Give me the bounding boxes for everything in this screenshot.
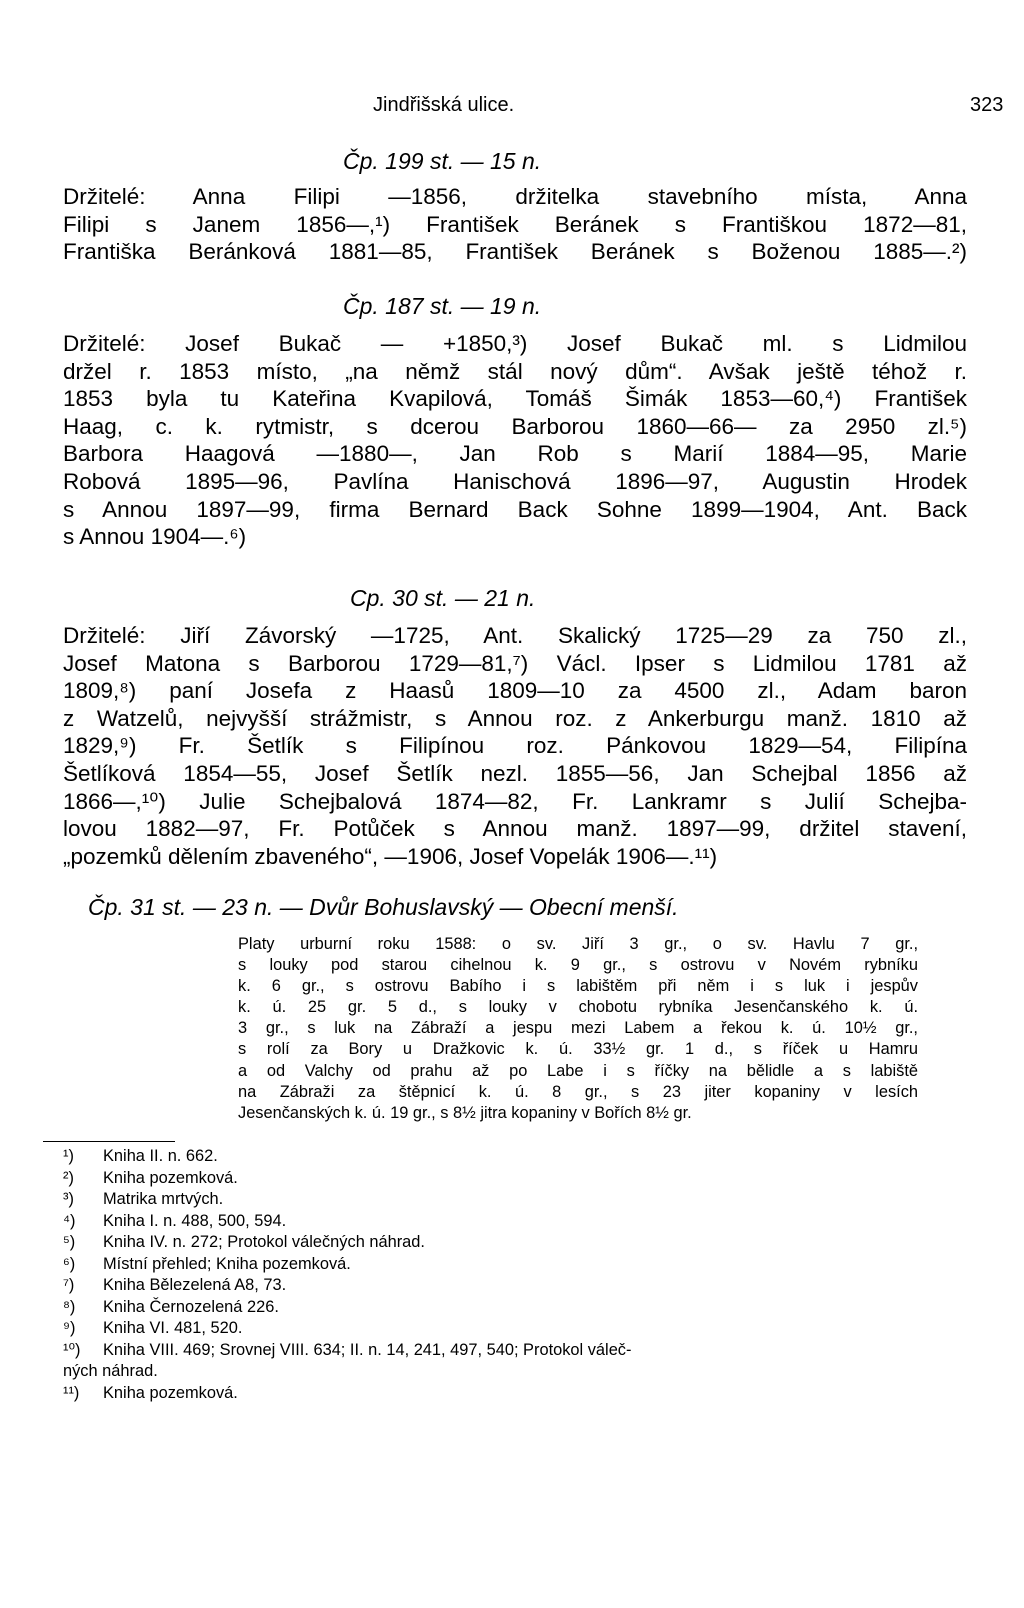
- footnote-text: Kniha I. n. 488, 500, 594.: [103, 1211, 287, 1230]
- text-line: a od Valchy od prahu až po Labe i s říčky na bělidle a s labiště: [238, 1061, 918, 1080]
- text-line: Barbora Haagová —1880—, Jan Rob s Marií 1884—95, Marie: [63, 441, 967, 467]
- footnote: [63, 1168, 893, 1190]
- text-line: Držitelé: Jiří Závorský —1725, Ant. Skalický 1725—29 za 750 zl.,: [63, 623, 967, 648]
- text-line: s Annou 1897—99, firma Bernard Back Sohne 1899—1904, Ant. Back: [63, 496, 967, 522]
- footnote-text: ných náhrad.: [63, 1362, 158, 1380]
- text-line: Šetlíková 1854—55, Josef Šetlík nezl. 1855—56, Jan Schejbal 1856 až: [63, 760, 967, 786]
- text-line: Držitelé: Josef Bukač — +1850,³) Josef Bukač ml. s Lidmilou: [63, 331, 967, 356]
- footnote: [63, 1189, 893, 1211]
- text-line: Držitelé: Anna Filipi —1856, držitelka stavebního místa, Anna: [63, 184, 967, 209]
- footnote-number: ⁶): [63, 1254, 76, 1273]
- text-line: lovou 1882—97, Fr. Potůček s Annou manž. 1897—99, držitel stavení,: [63, 816, 967, 842]
- footnote: [63, 1254, 893, 1276]
- text-line: Josef Matona s Barborou 1729—81,⁷) Václ. Ipser s Lidmilou 1781 až: [63, 650, 967, 676]
- text-line: Robová 1895—96, Pavlína Hanischová 1896—97, Augustin Hrodek: [63, 468, 967, 494]
- text-line: k. 6 gr., s ostrovu Babího i s labištěm při něm i s luk i jespův: [238, 977, 918, 996]
- section-heading-cp-30: Cp. 30 st. — 21 n.: [350, 585, 536, 611]
- footnote-number: ¹¹): [63, 1383, 80, 1402]
- footnote: [63, 1146, 893, 1168]
- text-line: 1829,⁹) Fr. Šetlík s Filipínou roz. Pánkovou 1829—54, Filipína: [63, 733, 967, 759]
- footnote-rule: [43, 1141, 175, 1142]
- text-line: „pozemků dělením zbaveného“, —1906, Josef Vopelák 1906—.¹¹): [63, 843, 718, 869]
- section-heading-cp-31: Čp. 31 st. — 23 n. — Dvůr Bohuslavský — Obecní menší.: [88, 894, 679, 920]
- footnote: [63, 1232, 893, 1254]
- section-body-cp-187: [63, 330, 967, 551]
- footnote-text: Kniha II. n. 662.: [103, 1147, 218, 1165]
- text-line: s rolí za Bory u Dražkovic k. ú. 33½ gr. 1 d., s říček u Hamru: [238, 1040, 918, 1059]
- footnote-number: ³): [63, 1190, 74, 1208]
- footnote-number: ⁹): [63, 1319, 76, 1337]
- footnote-text: Kniha VIII. 469; Srovnej VIII. 634; II. n. 14, 241, 497, 540; Protokol váleč-: [103, 1340, 632, 1359]
- text-line: 1853 byla tu Kateřina Kvapilová, Tomáš Šimák 1853—60,⁴) František: [63, 386, 967, 412]
- text-line: k. ú. 25 gr. 5 d., s louky v chobotu rybníka Jesenčanského k. ú.: [238, 998, 918, 1017]
- section-body-cp-31: [238, 934, 918, 1124]
- footnote: [63, 1275, 893, 1297]
- footnote-text: Matrika mrtvých.: [103, 1190, 224, 1208]
- footnote-text: Kniha pozemková.: [103, 1168, 238, 1187]
- footnote: [63, 1383, 893, 1405]
- text-line: s Annou 1904—.⁶): [63, 524, 247, 550]
- section-heading-cp-187: Čp. 187 st. — 19 n.: [343, 293, 542, 319]
- text-line: držel r. 1853 místo, „na němž stál nový dům“. Avšak ještě téhož r.: [63, 358, 967, 384]
- footnote-text: Kniha IV. n. 272; Protokol válečných náhrad.: [103, 1233, 425, 1251]
- footnote-text: Kniha Bělezelená A8, 73.: [103, 1276, 287, 1294]
- text-line: Filipi s Janem 1856—,¹) František Beránek s Františkou 1872—81,: [63, 211, 967, 237]
- footnote-number: ²): [63, 1168, 74, 1187]
- section-body-cp-199: [63, 183, 967, 266]
- footnote: [63, 1340, 893, 1362]
- footnote-number: ⁸): [63, 1297, 76, 1316]
- text-line: 1809,⁸) paní Josefa z Haasů 1809—10 za 4500 zl., Adam baron: [63, 678, 967, 704]
- footnote: [63, 1318, 893, 1340]
- section-body-cp-30: [63, 622, 967, 870]
- footnote-number: ¹⁰): [63, 1340, 81, 1359]
- text-line: Jesenčanských k. ú. 19 gr., s 8½ jitra kopaniny v Bořích 8½ gr.: [238, 1103, 692, 1122]
- footnote: [63, 1211, 893, 1233]
- footnote-continuation: [63, 1361, 893, 1383]
- footnotes: [63, 1146, 893, 1404]
- footnote-number: ⁷): [63, 1276, 75, 1294]
- footnote-text: Kniha pozemková.: [103, 1383, 238, 1402]
- footnote-number: ¹): [63, 1147, 74, 1165]
- footnote: [63, 1297, 893, 1319]
- footnote-number: ⁵): [63, 1233, 76, 1251]
- page-number: 323: [970, 94, 1004, 116]
- footnote-text: Kniha VI. 481, 520.: [103, 1319, 243, 1337]
- footnote-number: ⁴): [63, 1211, 76, 1230]
- footnote-text: Místní přehled; Kniha pozemková.: [103, 1254, 351, 1273]
- running-header-title: Jindřišská ulice.: [373, 94, 515, 116]
- text-line: Františka Beránková 1881—85, František Beránek s Boženou 1885—.²): [63, 239, 967, 265]
- text-line: na Zábraži za štěpnicí k. ú. 8 gr., s 23 jiter kopaniny v lesích: [238, 1082, 918, 1101]
- text-line: z Watzelů, nejvyšší strážmistr, s Annou roz. z Ankerburgu manž. 1810 až: [63, 705, 967, 731]
- footnote-text: Kniha Černozelená 226.: [103, 1297, 279, 1316]
- text-line: Platy urburní roku 1588: o sv. Jiří 3 gr., o sv. Havlu 7 gr.,: [238, 935, 918, 953]
- text-line: 3 gr., s luk na Zábraží a jespu mezi Labem a řekou k. ú. 10½ gr.,: [238, 1019, 918, 1038]
- text-line: s louky pod starou cihelnou k. 9 gr., s ostrovu v Novém rybníku: [238, 956, 918, 975]
- section-heading-cp-199: Čp. 199 st. — 15 n.: [343, 148, 542, 174]
- text-line: Haag, c. k. rytmistr, s dcerou Barborou 1860—66— za 2950 zl.⁵): [63, 413, 967, 439]
- text-line: 1866—,¹⁰) Julie Schejbalová 1874—82, Fr. Lankramr s Julií Schejba-: [63, 788, 967, 814]
